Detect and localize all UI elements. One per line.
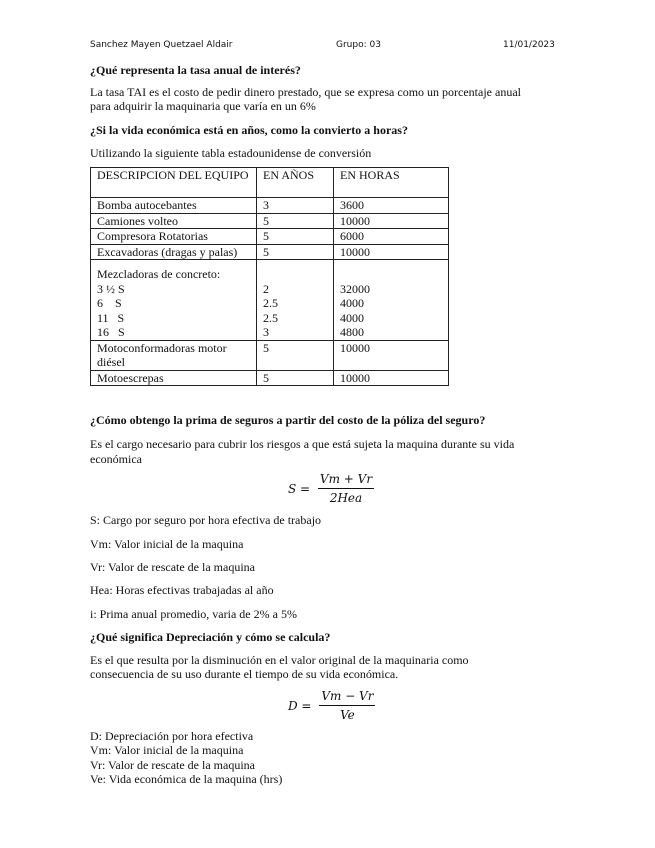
definition: Ve: Vida económica de la maquina (hrs) (90, 772, 283, 786)
table-row (91, 340, 449, 370)
table-cell: 10000 (334, 370, 449, 386)
table-cell: 6000 (334, 229, 449, 245)
q4-line1: Es el que resulta por la disminución en el valor original de la maquinaria como (90, 653, 469, 667)
mixers-years-cell (257, 260, 334, 341)
mixer-years: 2 (263, 281, 269, 296)
mixers-hours-cell (334, 260, 449, 341)
formula-lhs: D = (288, 698, 312, 713)
table-cell: 5 (257, 244, 334, 260)
mixer-size: 3 ½ S (97, 281, 125, 296)
q2-title: ¿Si la vida económica está en años, como la convierto a horas? (90, 123, 408, 137)
q3-title: ¿Cómo obtengo la prima de seguros a partir del costo de la póliza del seguro? (90, 413, 486, 427)
mixer-hours: 4000 (340, 296, 364, 310)
q4-line2: consecuencia de su uso durante el tiempo de su vida económica. (90, 667, 399, 681)
mixer-years: 2.5 (263, 296, 278, 310)
table-row (91, 370, 449, 386)
mixer-years: 3 (263, 325, 269, 339)
q3-line2: económica (90, 452, 142, 466)
mixer-hours: 4000 (340, 310, 364, 325)
q1-title: ¿Qué representa la tasa anual de interés? (90, 63, 301, 77)
q1-line2: para adquirir la maquinaria que varía en un 6% (90, 99, 316, 113)
mixers-description-cell (91, 260, 257, 341)
header-author: Sanchez Mayen Quetzael Aldair (90, 40, 233, 50)
formula-denominator: 2Hea (329, 491, 363, 505)
mixers-label: Mezcladoras de concreto: (97, 267, 221, 281)
formula-lhs: S = (288, 481, 311, 496)
table-cell: 10000 (334, 340, 449, 370)
definition: S: Cargo por seguro por hora efectiva de trabajo (90, 513, 322, 527)
header-cell: EN HORAS (334, 168, 449, 198)
table-cell: 3600 (334, 198, 449, 214)
definition: D: Depreciación por hora efectiva (90, 729, 254, 743)
conversion-table (90, 167, 449, 386)
table-row (91, 244, 449, 260)
table-cell: Bomba autocebantes (91, 198, 257, 214)
table-cell: 3 (257, 198, 334, 214)
q3-line1: Es el cargo necesario para cubrir los riesgos a que está sujeta la maquina durante su vida (90, 437, 515, 451)
definition: Vr: Valor de rescate de la maquina (90, 560, 255, 574)
table-header-row (91, 168, 449, 198)
q2-intro: Utilizando la siguiente tabla estadounidense de conversión (90, 146, 372, 160)
mixer-size: 16 S (97, 325, 125, 339)
table-row-mixers (91, 260, 449, 341)
definition: Vr: Valor de rescate de la maquina (90, 758, 255, 772)
definition: Vm: Valor inicial de la maquina (90, 743, 244, 757)
header-group: Grupo: 03 (336, 40, 381, 50)
definition: i: Prima anual promedio, varia de 2% a 5% (90, 607, 297, 621)
table-row (91, 229, 449, 245)
q1-line1: La tasa TAI es el costo de pedir dinero prestado, que se expresa como un porcentaje anual (90, 85, 521, 99)
formula-numerator: Vm − Vr (319, 689, 375, 706)
table-cell: Motoconformadoras motor diésel (91, 340, 257, 370)
formula-denominator: Ve (340, 708, 355, 722)
formula-numerator: Vm + Vr (318, 472, 374, 489)
insurance-formula (288, 472, 374, 505)
definition: Hea: Horas efectivas trabajadas al año (90, 583, 274, 597)
header-date: 11/01/2023 (503, 40, 555, 50)
table-cell: 10000 (334, 244, 449, 260)
table-cell: Motoescrepas (91, 370, 257, 386)
mixer-hours: 4800 (340, 325, 364, 339)
mixer-size: 11 S (97, 310, 125, 325)
header-cell: DESCRIPCION DEL EQUIPO (91, 168, 257, 198)
header-cell: EN AÑOS (257, 168, 334, 198)
table-cell: 5 (257, 340, 334, 370)
mixer-years: 2.5 (263, 310, 278, 325)
mixer-hours: 32000 (340, 281, 370, 296)
table-cell: 5 (257, 213, 334, 229)
mixer-size: 6 S (97, 296, 122, 310)
definition: Vm: Valor inicial de la maquina (90, 537, 244, 551)
depreciation-formula (288, 689, 375, 722)
table-cell: 5 (257, 229, 334, 245)
table-cell: Excavadoras (dragas y palas) (91, 244, 257, 260)
table-row (91, 198, 449, 214)
table-cell: 10000 (334, 213, 449, 229)
table-cell: Camiones volteo (91, 213, 257, 229)
q4-title: ¿Qué significa Depreciación y cómo se calcula? (90, 630, 331, 644)
table-cell: Compresora Rotatorias (91, 229, 257, 245)
table-cell: 5 (257, 370, 334, 386)
table-row (91, 213, 449, 229)
